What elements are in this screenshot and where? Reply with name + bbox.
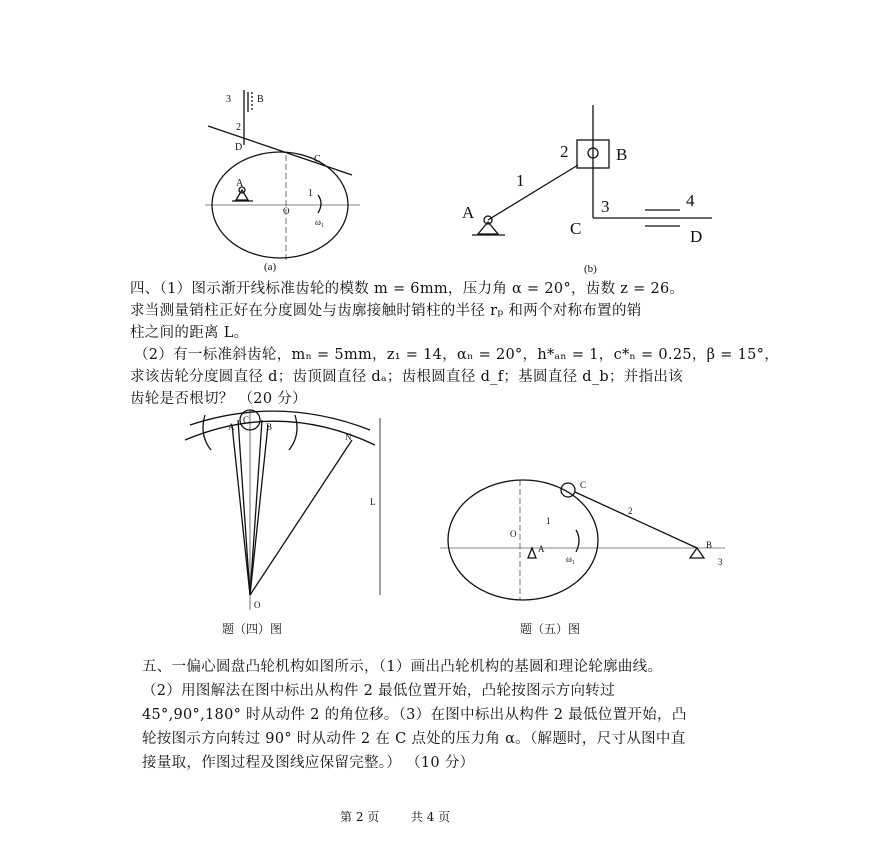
figure-a: [205, 90, 360, 273]
label-four-N: N: [345, 432, 352, 442]
q4-line: 齿轮是否根切？ （20 分）: [130, 391, 307, 407]
caption-a: (a): [264, 261, 277, 273]
label-four-C: C: [243, 415, 250, 425]
figure-five: [440, 480, 725, 600]
label-b-3: 3: [601, 197, 610, 216]
q4-line: 求该齿轮分度圆直径 d；齿顶圆直径 dₐ；齿根圆直径 d_f；基圆直径 d_b；并指出该: [130, 369, 684, 385]
label-a-O: O: [283, 206, 290, 216]
label-a-3: 3: [226, 94, 231, 105]
label-four-O: O: [254, 600, 261, 610]
q5-line: 五、一偏心圆盘凸轮机构如图所示，（1）画出凸轮机构的基圆和理论轮廓曲线。: [142, 659, 663, 675]
label-a-B: B: [257, 94, 264, 105]
label-a-A: A: [236, 178, 244, 189]
label-five-3: 3: [718, 557, 723, 567]
label-five-A: A: [538, 544, 545, 554]
label-four-L: L: [370, 497, 376, 507]
label-five-C: C: [580, 480, 587, 490]
q4-line: 四、（1）图示渐开线标准齿轮的模数 m = 6mm，压力角 α = 20°，齿数 z = 26。: [130, 281, 685, 297]
page-footer: [340, 808, 450, 825]
figure-b: [462, 105, 712, 275]
caption-five: 题（五）图: [520, 622, 581, 636]
label-a-D: D: [235, 142, 243, 153]
label-b-B: B: [616, 145, 628, 164]
label-five-omega: ω₁: [566, 554, 576, 564]
label-b-1: 1: [516, 171, 525, 190]
label-b-4: 4: [686, 191, 695, 210]
caption-four: 题（四）图: [222, 622, 283, 636]
page-total: 共 4 页: [410, 810, 451, 824]
caption-b: (b): [584, 263, 597, 275]
label-b-2: 2: [560, 142, 569, 161]
label-a-C: C: [314, 154, 321, 165]
q5-line: 轮按图示方向转过 90° 时从动件 2 在 C 点处的压力角 α。（解题时，尺寸从图中直: [142, 731, 686, 747]
label-b-D: D: [690, 227, 703, 246]
page-number: 第 2 页: [340, 810, 380, 824]
label-five-2: 2: [628, 506, 633, 516]
label-a-2: 2: [236, 122, 241, 133]
label-b-A: A: [462, 203, 475, 222]
label-five-1: 1: [546, 516, 551, 526]
label-five-O: O: [510, 529, 517, 539]
q4-line: 柱之间的距离 L。: [130, 325, 249, 341]
q4-line: 求当测量销柱正好在分度圆处与齿廓接触时销柱的半径 rₚ 和两个对称布置的销: [130, 303, 642, 319]
q4-line: （2）有一标准斜齿轮，mₙ = 5mm，z₁ = 14，αₙ = 20°，h*ₐₙ = 1，c*ₙ = 0.25，β = 15°，: [134, 347, 780, 363]
q5-line: 接量取，作图过程及图线应保留完整。） （10 分）: [142, 755, 475, 771]
q5-line: 45°,90°,180° 时从动件 2 的角位移。（3）在图中标出从构件 2 最低位置开始，凸: [142, 707, 687, 723]
label-four-A: A: [228, 422, 235, 432]
figure-four: [185, 410, 380, 610]
q5-line: （2）用图解法在图中标出从构件 2 最低位置开始，凸轮按图示方向转过: [142, 683, 615, 699]
label-five-B: B: [706, 540, 713, 550]
label-a-1: 1: [308, 188, 313, 199]
label-a-omega: ω₁: [315, 217, 325, 227]
label-b-C: C: [570, 219, 582, 238]
label-four-B: B: [266, 422, 273, 432]
